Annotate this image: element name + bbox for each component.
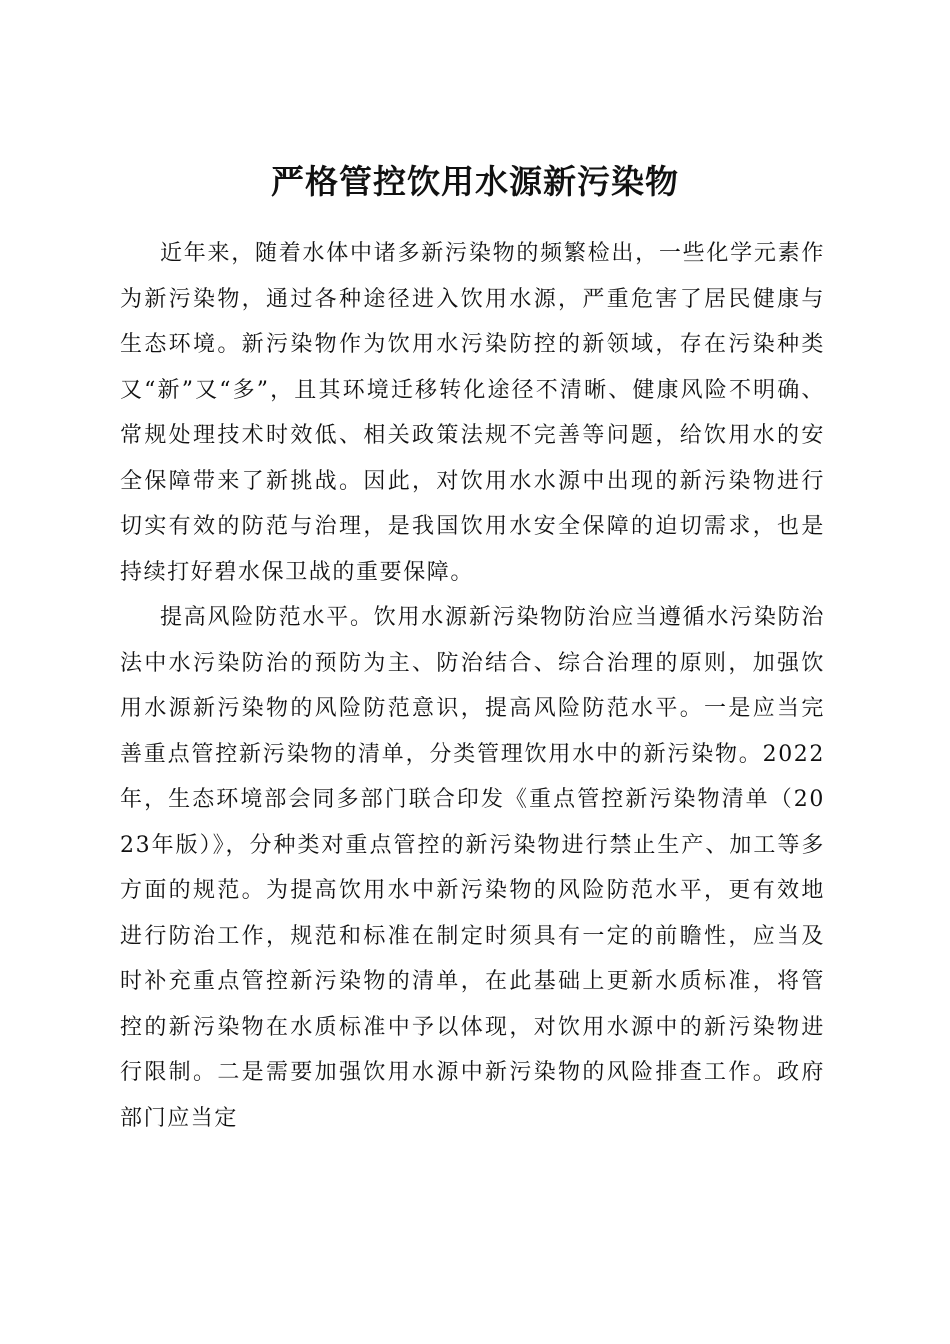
- document-title: 严格管控饮用水源新污染物: [271, 162, 679, 202]
- paragraph-risk-prevention: 提高风险防范水平。饮用水源新污染物防治应当遵循水污染防治法中水污染防治的预防为主、防治结合、综合治理的原则，加强饮用水源新污染物的风险防范意识，提高风险防范水平。一是应当完善重点管控新污染物的清单，分类管理饮用水中的新污染物。2022年，生态环境部会同多部门联合印发《重点管控新污染物清单（2023年版）》，分种类对重点管控的新污染物进行禁止生产、加工等多方面的规范。为提高饮用水中新污染物的风险防范水平，更有效地进行防治工作，规范和标准在制定时须具有一定的前瞻性，应当及时补充重点管控新污染物的清单，在此基础上更新水质标准，将管控的新污染物在水质标准中予以体现，对饮用水源中的新污染物进行限制。二是需要加强饮用水源中新污染物的风险排查工作。政府部门应当定: [120, 605, 825, 1131]
- document-body: [120, 231, 825, 1141]
- paragraph-intro: 近年来，随着水体中诸多新污染物的频繁检出，一些化学元素作为新污染物，通过各种途径进入饮用水源，严重危害了居民健康与生态环境。新污染物作为饮用水污染防控的新领域，存在污染种类又“新”又“多”，且其环境迁移转化途径不清晰、健康风险不明确、常规处理技术时效低、相关政策法规不完善等问题，给饮用水的安全保障带来了新挑战。因此，对饮用水水源中出现的新污染物进行切实有效的防范与治理，是我国饮用水安全保障的迫切需求，也是持续打好碧水保卫战的重要保障。: [120, 241, 825, 585]
